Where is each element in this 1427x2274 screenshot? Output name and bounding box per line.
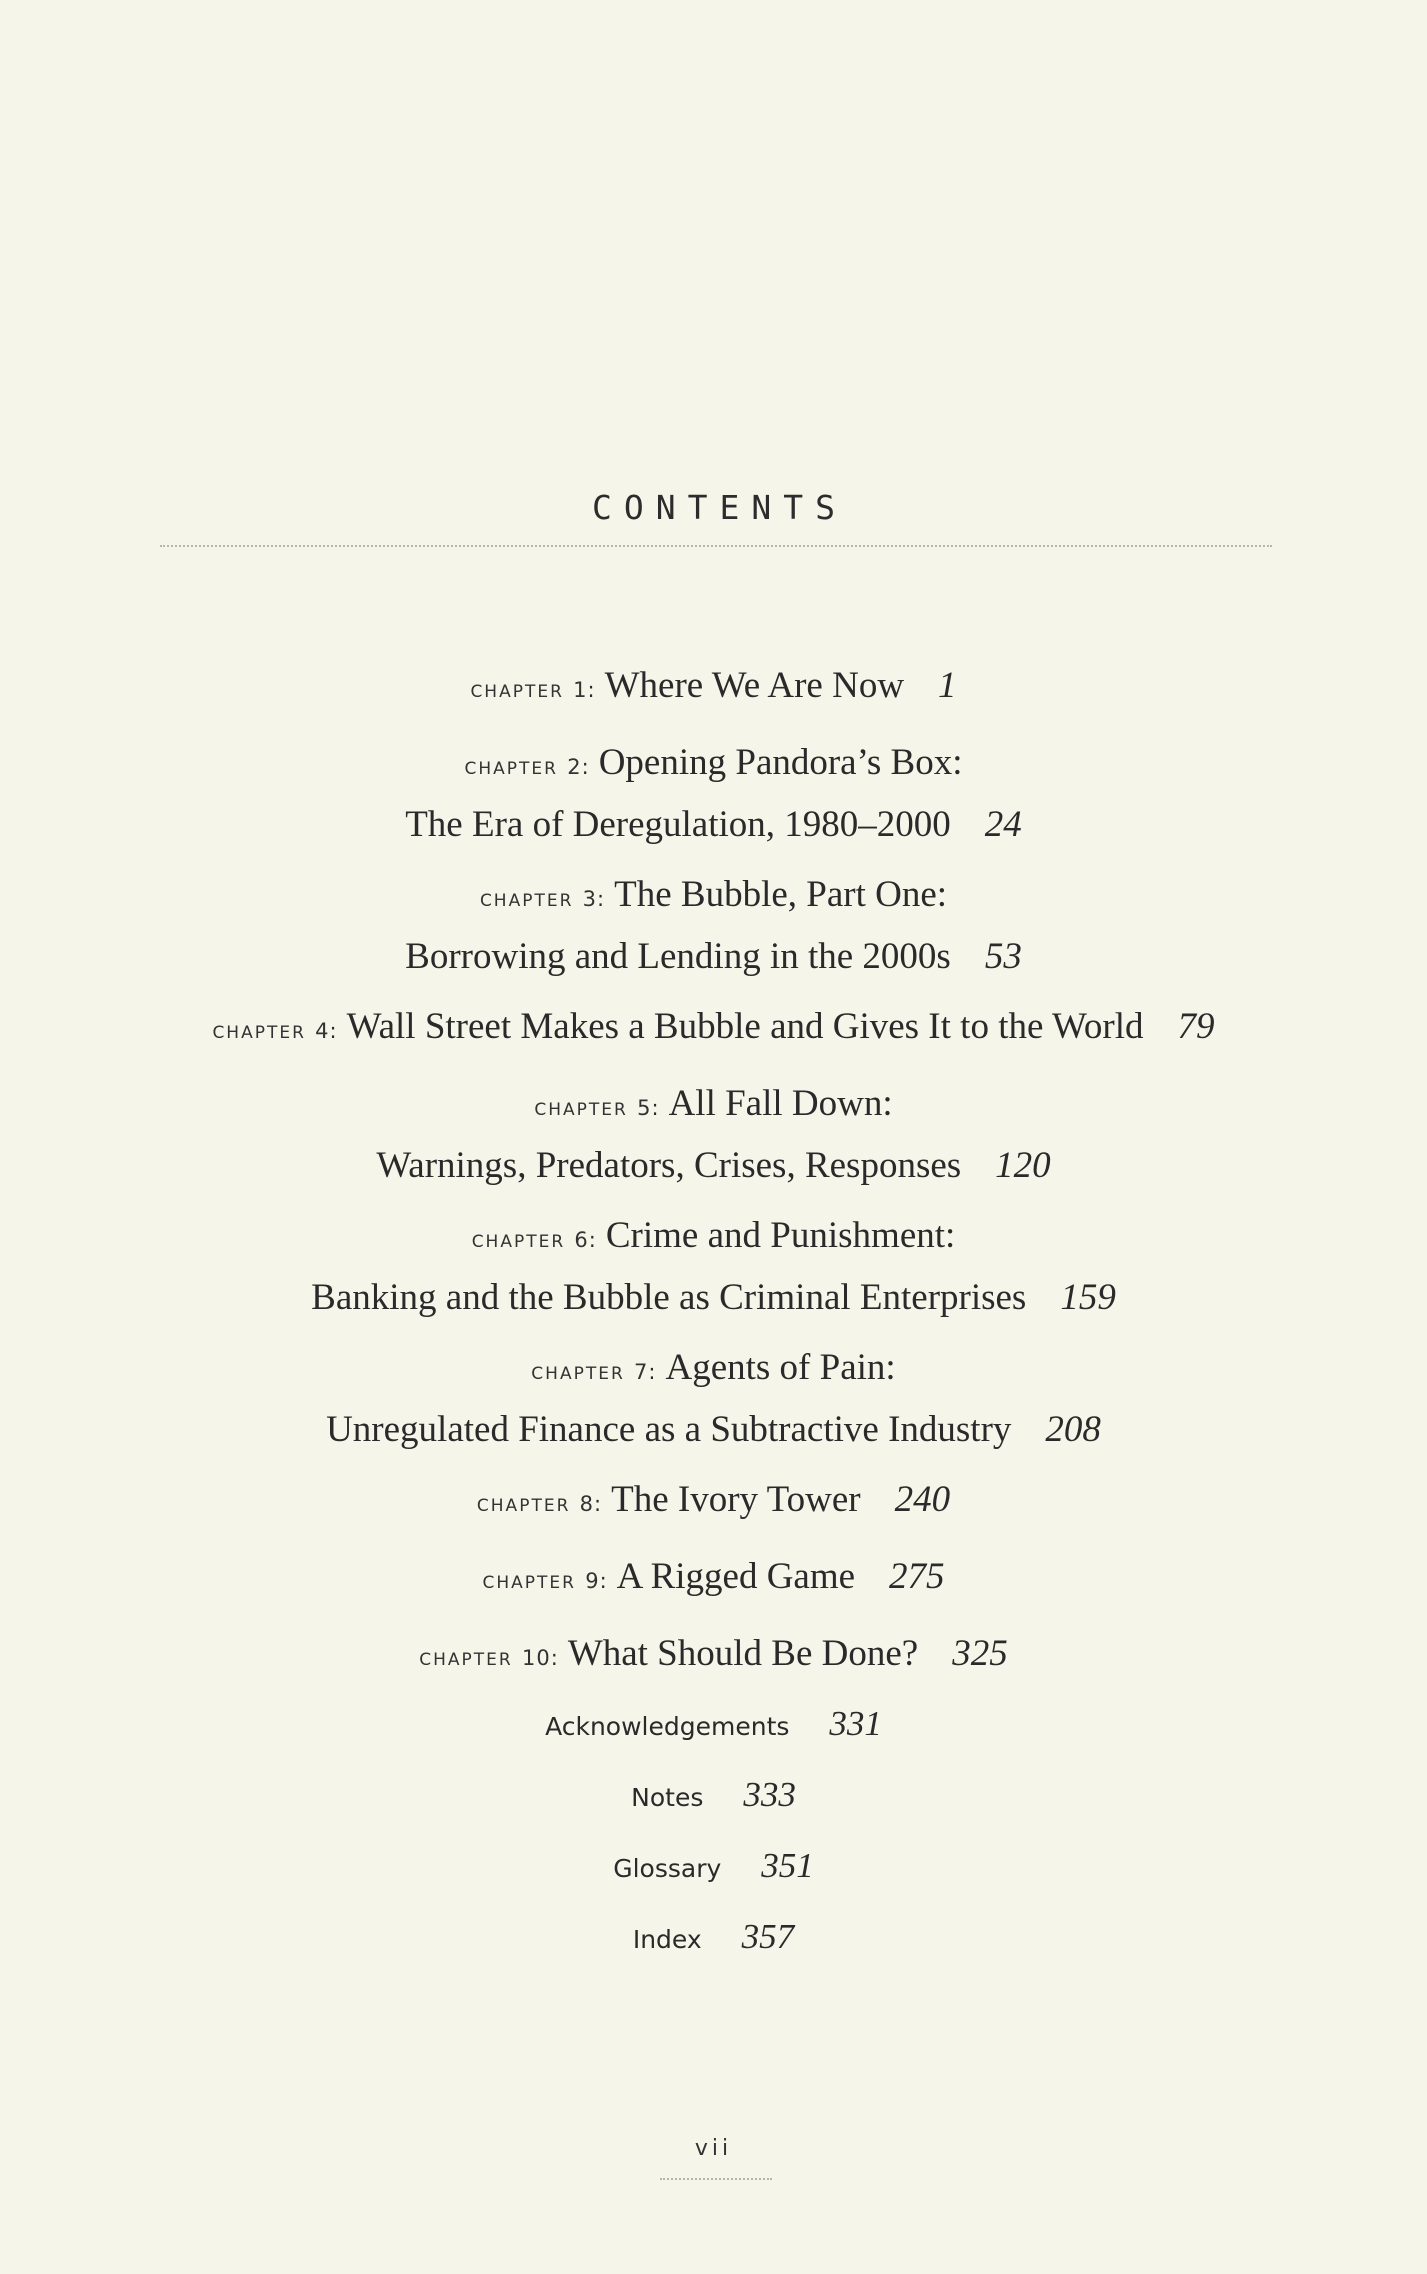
toc-line — [0, 1138, 1427, 1194]
chapter-subtitle: The Era of Deregulation, 1980–2000 — [405, 804, 951, 845]
colon: : — [581, 755, 589, 779]
colon: : — [597, 887, 605, 911]
toc-line — [0, 1208, 1427, 1270]
colon: : — [329, 1019, 337, 1043]
toc-line — [0, 1472, 1427, 1534]
chapter-title: A Rigged Game — [616, 1556, 856, 1597]
chapter-subtitle: Banking and the Bubble as Criminal Enterprises — [311, 1277, 1027, 1318]
colon: : — [588, 1228, 596, 1252]
toc-line — [0, 1270, 1427, 1326]
chapter-word: CHAPTER — [531, 1364, 625, 1384]
chapter-word: CHAPTER — [482, 1573, 576, 1593]
back-matter-label: Index — [632, 1925, 702, 1954]
page-number: 275 — [889, 1556, 945, 1597]
chapter-title: Crime and Punishment: — [605, 1215, 956, 1256]
chapter-subtitle: Borrowing and Lending in the 2000s — [405, 936, 951, 977]
colon: : — [648, 1360, 656, 1384]
colon: : — [594, 1492, 602, 1516]
chapter-title: The Ivory Tower — [611, 1479, 861, 1520]
chapter-title: The Bubble, Part One: — [614, 874, 948, 915]
toc-line — [0, 1402, 1427, 1458]
page-number: 357 — [741, 1917, 795, 1956]
toc-entry-chapter-3 — [0, 867, 1427, 985]
toc-line — [0, 658, 1427, 720]
back-matter-label: Glossary — [613, 1854, 722, 1883]
chapter-subtitle: Warnings, Predators, Crises, Responses — [376, 1145, 962, 1186]
toc-entry-index — [0, 1917, 1427, 1957]
chapter-number: 2 — [567, 755, 582, 779]
chapter-number: 3 — [582, 887, 598, 911]
toc-line — [0, 867, 1427, 929]
toc-line — [0, 1626, 1427, 1688]
page-number: 24 — [984, 804, 1022, 845]
toc-line — [0, 735, 1427, 797]
page-number: 351 — [761, 1846, 814, 1885]
page-number: 240 — [894, 1479, 951, 1520]
chapter-number: 7 — [634, 1360, 649, 1384]
chapter-number: 5 — [637, 1096, 652, 1120]
colon: : — [651, 1096, 659, 1120]
page-number: 120 — [995, 1145, 1051, 1186]
chapter-word: CHAPTER — [464, 759, 558, 779]
chapter-title: Wall Street Makes a Bubble and Gives It to the World — [346, 1006, 1144, 1047]
page-number: 159 — [1060, 1277, 1116, 1318]
toc-entry-chapter-4 — [0, 999, 1427, 1061]
heading-rule — [160, 545, 1272, 547]
toc-line — [0, 1076, 1427, 1138]
page-number: 1 — [938, 665, 957, 706]
toc-entry-chapter-10 — [0, 1626, 1427, 1688]
folio-rule — [660, 2178, 772, 2180]
chapter-number: 10 — [522, 1646, 551, 1670]
back-matter-label: Notes — [631, 1783, 704, 1812]
toc-line — [0, 929, 1427, 985]
chapter-word: CHAPTER — [212, 1023, 306, 1043]
chapter-title: What Should Be Done? — [567, 1633, 919, 1674]
toc-line — [0, 999, 1427, 1061]
chapter-number: 1 — [573, 678, 588, 702]
chapter-number: 8 — [579, 1492, 595, 1516]
chapter-word: CHAPTER — [471, 1232, 566, 1252]
chapter-subtitle: Unregulated Finance as a Subtractive Industry — [326, 1409, 1012, 1450]
back-matter-label: Acknowledgements — [545, 1712, 790, 1741]
toc-entry-chapter-9 — [0, 1549, 1427, 1611]
page-number: 53 — [984, 936, 1022, 977]
toc-entry-chapter-2 — [0, 735, 1427, 853]
toc-entry-notes — [0, 1775, 1427, 1815]
page-number: 325 — [952, 1633, 1008, 1674]
chapter-word: CHAPTER — [419, 1650, 513, 1670]
chapter-number: 6 — [574, 1228, 589, 1252]
chapter-title: Agents of Pain: — [665, 1347, 896, 1388]
colon: : — [599, 1569, 607, 1593]
chapter-title: All Fall Down: — [668, 1083, 893, 1124]
colon: : — [587, 678, 595, 702]
chapter-number: 4 — [315, 1019, 330, 1043]
toc-entry-chapter-5 — [0, 1076, 1427, 1194]
chapter-word: CHAPTER — [479, 891, 574, 911]
contents-heading: CONTENTS — [592, 488, 847, 527]
page-number: 331 — [829, 1704, 882, 1743]
page-number: 208 — [1045, 1409, 1101, 1450]
toc-line — [0, 1549, 1427, 1611]
page-number: 333 — [743, 1775, 796, 1814]
toc-entry-glossary — [0, 1846, 1427, 1886]
toc-line — [0, 1340, 1427, 1402]
page-number: 79 — [1177, 1006, 1215, 1047]
chapter-word: CHAPTER — [534, 1100, 628, 1120]
toc-entry-chapter-1 — [0, 658, 1427, 720]
toc-line — [0, 797, 1427, 853]
chapter-word: CHAPTER — [476, 1496, 571, 1516]
toc-entry-acknowledgements — [0, 1704, 1427, 1744]
chapter-word: CHAPTER — [470, 682, 564, 702]
colon: : — [550, 1646, 558, 1670]
toc-entry-chapter-6 — [0, 1208, 1427, 1326]
chapter-number: 9 — [585, 1569, 600, 1593]
toc-entry-chapter-7 — [0, 1340, 1427, 1458]
folio-page-number: vii — [694, 2136, 733, 2161]
chapter-title: Where We Are Now — [604, 665, 905, 706]
toc-entry-chapter-8 — [0, 1472, 1427, 1534]
chapter-title: Opening Pandora’s Box: — [598, 742, 963, 783]
